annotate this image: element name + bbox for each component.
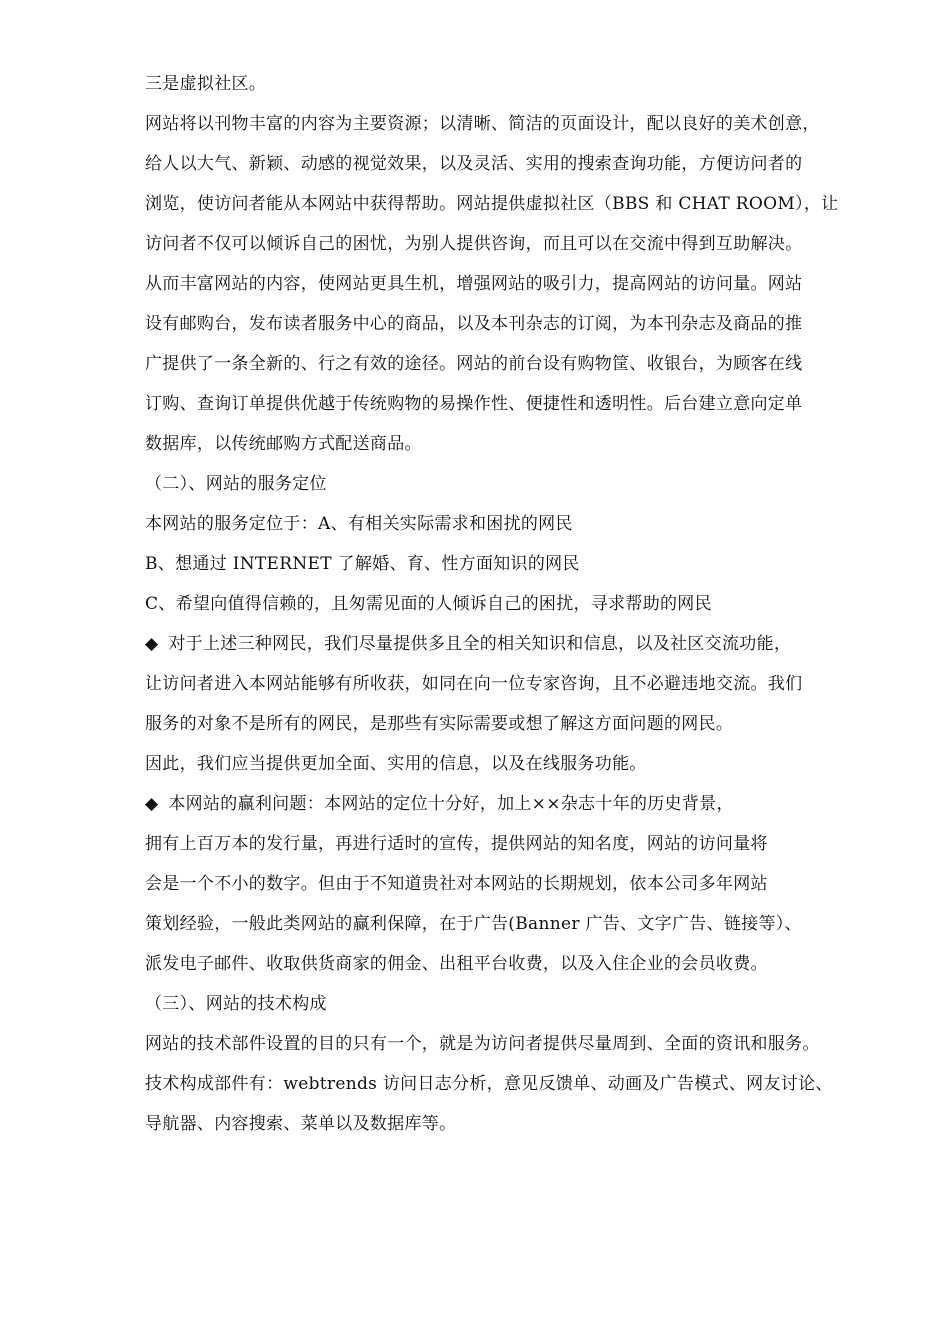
paragraph-line: 数据库，以传统邮购方式配送商品。 <box>145 434 422 454</box>
paragraph-line: 策划经验，一般此类网站的赢利保障，在于广告(Banner 广告、文字广告、链接等）、 <box>145 914 802 934</box>
paragraph-line: 会是一个不小的数字。但由于不知道贵社对本网站的长期规划，依本公司多年网站 <box>145 874 768 894</box>
bullet-line <box>145 792 734 816</box>
paragraph-line: 导航器、内容搜索、菜单以及数据库等。 <box>145 1114 457 1134</box>
paragraph-line: 服务的对象不是所有的网民，是那些有实际需要或想了解这方面问题的网民。 <box>145 714 734 734</box>
section-heading: （三）、网站的技术构成 <box>145 994 327 1014</box>
paragraph-line: 拥有上百万本的发行量，再进行适时的宣传，提供网站的知名度，网站的访问量将 <box>145 834 768 854</box>
paragraph-line: 三是虚拟社区。 <box>145 74 267 94</box>
paragraph-line: 广提供了一条全新的、行之有效的途径。网站的前台设有购物筐、收银台，为顾客在线 <box>145 354 803 374</box>
paragraph-line: 让访问者进入本网站能够有所收获，如同在向一位专家咨询，且不必避违地交流。我们 <box>145 674 803 694</box>
paragraph-line: 网站的技术部件设置的目的只有一个，就是为访问者提供尽量周到、全面的资讯和服务。 <box>145 1034 820 1054</box>
paragraph-line: 设有邮购台，发布读者服务中心的商品，以及本刊杂志的订阅，为本刊杂志及商品的推 <box>145 314 803 334</box>
diamond-bullet-icon: ◆ <box>145 634 159 654</box>
bullet-text: 对于上述三种网民，我们尽量提供多且全的相关知识和信息，以及社区交流功能， <box>168 634 792 654</box>
paragraph-line: 浏览，使访问者能从本网站中获得帮助。网站提供虚拟社区（BBS 和 CHAT ROOM），让 <box>145 194 839 214</box>
paragraph-line: 订购、查询订单提供优越于传统购物的易操作性、便捷性和透明性。后台建立意向定单 <box>145 394 803 414</box>
bullet-line <box>145 632 791 656</box>
diamond-bullet-icon: ◆ <box>145 794 159 814</box>
bullet-text: 本网站的赢利问题：本网站的定位十分好，加上××杂志十年的历史背景， <box>168 794 734 814</box>
paragraph-line: 访问者不仅可以倾诉自己的困忧，为别人提供咨询，而且可以在交流中得到互助解决。 <box>145 234 803 254</box>
paragraph-line: 技术构成部件有：webtrends 访问日志分析，意见反馈单、动画及广告模式、网友讨论、 <box>145 1074 833 1094</box>
paragraph-line: 本网站的服务定位于：A、有相关实际需求和困扰的网民 <box>145 514 573 534</box>
paragraph-line: C、希望向值得信赖的，且匆需见面的人倾诉自己的困扰，寻求帮助的网民 <box>145 594 712 614</box>
paragraph-line: 网站将以刊物丰富的内容为主要资源；以清晰、简洁的页面设计，配以良好的美术创意， <box>145 114 820 134</box>
paragraph-line: 从而丰富网站的内容，使网站更具生机，增强网站的吸引力，提高网站的访问量。网站 <box>145 274 803 294</box>
section-heading: （二）、网站的服务定位 <box>145 474 327 494</box>
paragraph-line: 给人以大气、新颖、动感的视觉效果，以及灵活、实用的搜索查询功能，方便访问者的 <box>145 154 803 174</box>
paragraph-line: 派发电子邮件、收取供货商家的佣金、出租平台收费，以及入住企业的会员收费。 <box>145 954 768 974</box>
paragraph-line: 因此，我们应当提供更加全面、实用的信息，以及在线服务功能。 <box>145 754 647 774</box>
paragraph-line: B、想通过 INTERNET 了解婚、育、性方面知识的网民 <box>145 554 580 574</box>
